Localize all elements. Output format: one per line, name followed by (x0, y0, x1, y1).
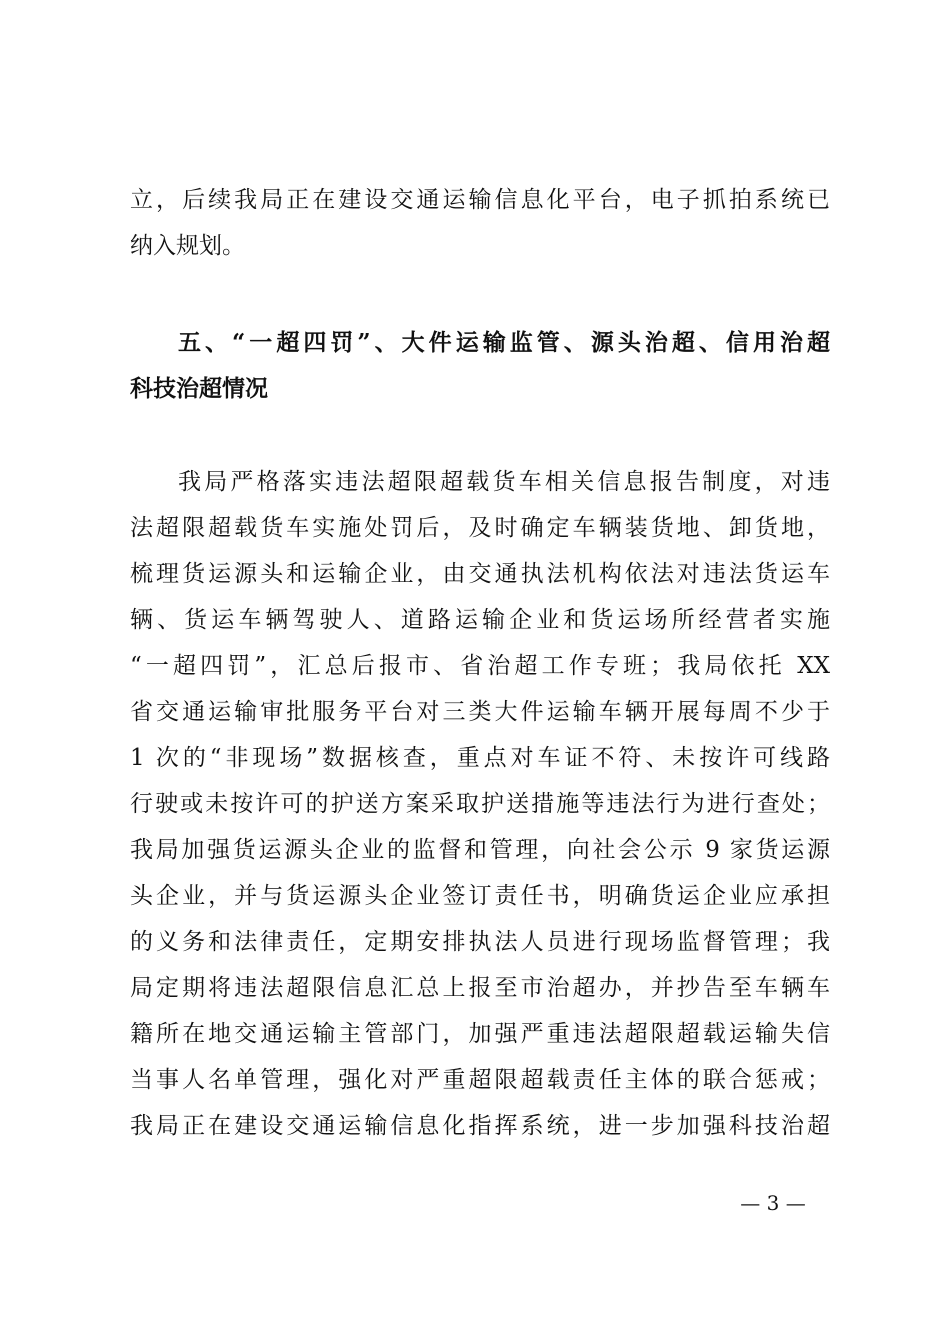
paragraph-line: 法超限超载货车实施处罚后，及时确定车辆装货地、卸货地， (130, 515, 830, 541)
paragraph-line: 立，后续我局正在建设交通运输信息化平台，电子抓拍系统已 (130, 187, 830, 213)
paragraph-line: 当事人名单管理，强化对严重超限超载责任主体的联合惩戒； (130, 1067, 830, 1093)
section-heading (130, 320, 830, 412)
paragraph-line: 1 次的“非现场”数据核查，重点对车证不符、未按许可线路 (130, 745, 830, 771)
paragraph-line: 辆、货运车辆驾驶人、道路运输企业和货运场所经营者实施 (130, 607, 830, 633)
paragraph-line: 籍所在地交通运输主管部门，加强严重违法超限超载运输失信 (130, 1021, 830, 1047)
heading-line: 科技治超情况 (130, 375, 268, 402)
paragraph-line: 局定期将违法超限信息汇总上报至市治超办，并抄告至车辆车 (130, 975, 830, 1001)
continuation-paragraph (130, 177, 830, 269)
page-number: — 3 — (740, 1191, 806, 1215)
paragraph-line: 省交通运输审批服务平台对三类大件运输车辆开展每周不少于 (130, 699, 830, 725)
paragraph-line: “一超四罚”，汇总后报市、省治超工作专班；我局依托 XX (130, 653, 830, 679)
paragraph-line: 我局严格落实违法超限超载货车相关信息报告制度，对违 (178, 469, 830, 495)
paragraph-line: 头企业，并与货运源头企业签订责任书，明确货运企业应承担 (130, 883, 830, 909)
paragraph-line: 我局加强货运源头企业的监督和管理，向社会公示 9 家货运源 (130, 837, 830, 863)
paragraph-line: 纳入规划。 (130, 233, 245, 259)
paragraph-line: 的义务和法律责任，定期安排执法人员进行现场监督管理；我 (130, 929, 830, 955)
paragraph-line: 梳理货运源头和运输企业，由交通执法机构依法对违法货运车 (130, 561, 830, 587)
paragraph-line: 我局正在建设交通运输信息化指挥系统，进一步加强科技治超 (130, 1113, 830, 1139)
heading-line: 五、“一超四罚”、大件运输监管、源头治超、信用治超 (178, 329, 830, 356)
paragraph-line: 行驶或未按许可的护送方案采取护送措施等违法行为进行查处； (130, 791, 830, 817)
body-paragraph (130, 459, 830, 1149)
